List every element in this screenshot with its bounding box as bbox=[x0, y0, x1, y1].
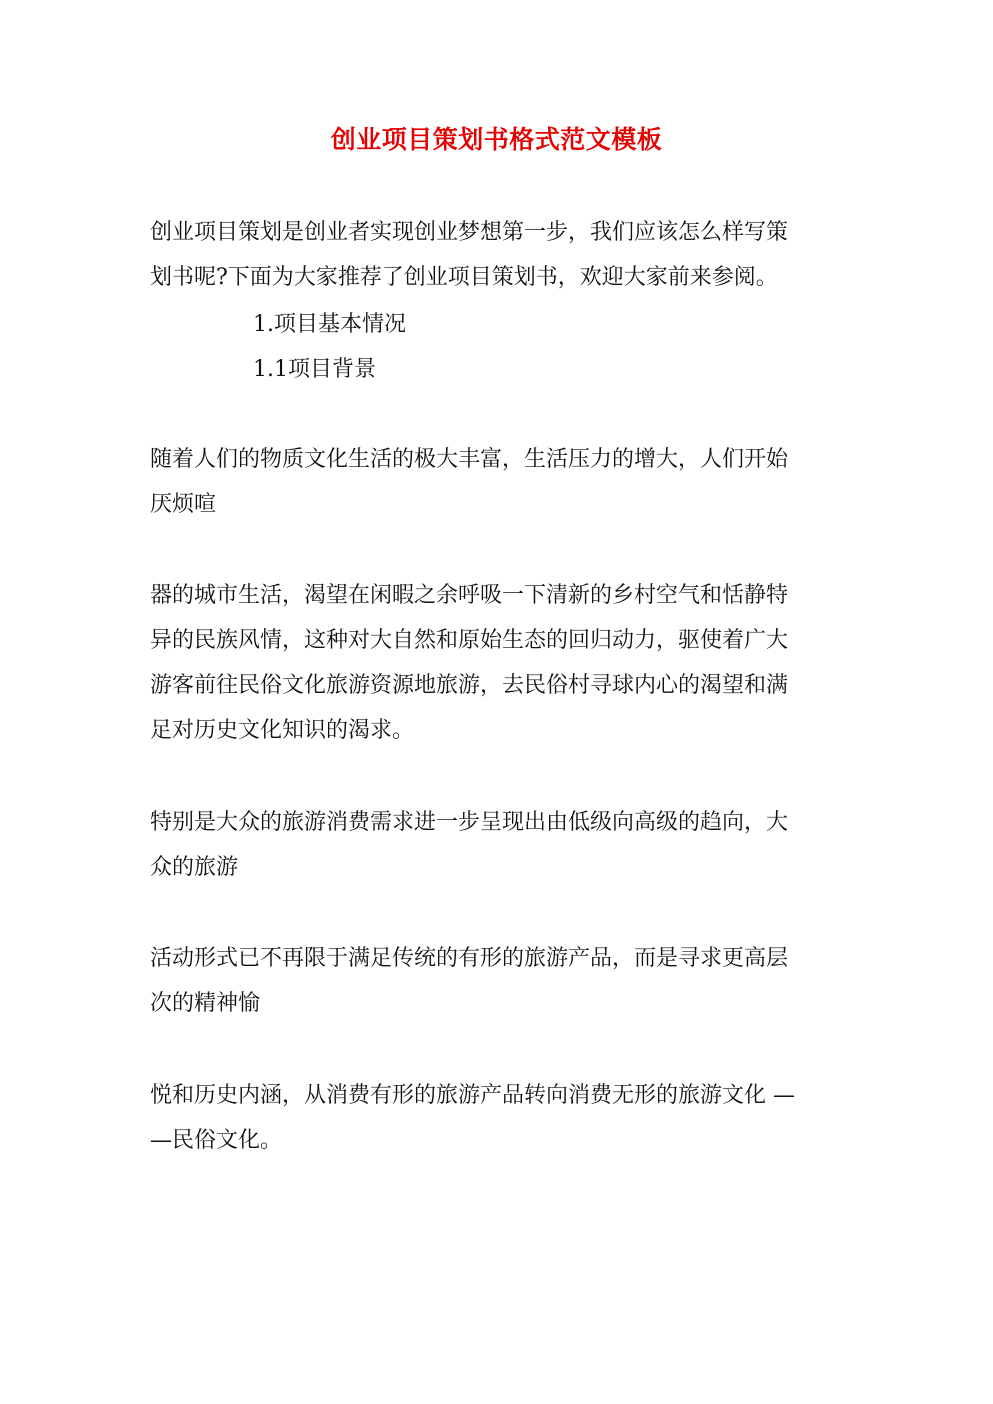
paragraph-5 bbox=[150, 1073, 830, 1163]
text-line: 足对历史文化知识的渴求。 bbox=[150, 718, 415, 743]
text-line: —民俗文化。 bbox=[150, 1128, 283, 1153]
intro-paragraph bbox=[150, 210, 830, 300]
section-heading-1-1: 1.1项目背景 bbox=[253, 357, 376, 382]
text-line: 特别是大众的旅游消费需求进一步呈现出由低级向高级的趋向，大 bbox=[150, 810, 789, 835]
text-line: 异的民族风情，这种对大自然和原始生态的回归动力，驱使着广大 bbox=[150, 628, 789, 653]
section-heading-1: 1.项目基本情况 bbox=[253, 312, 406, 337]
paragraph-1 bbox=[150, 437, 830, 527]
text-line: 厌烦喧 bbox=[150, 492, 217, 517]
text-line: 随着人们的物质文化生活的极大丰富，生活压力的增大，人们开始 bbox=[150, 447, 789, 472]
text-line: 创业项目策划是创业者实现创业梦想第一步，我们应该怎么样写策 bbox=[150, 220, 789, 245]
text-line: 器的城市生活，渴望在闲暇之余呼吸一下清新的乡村空气和恬静特 bbox=[150, 583, 789, 608]
text-line: 划书呢?下面为大家推荐了创业项目策划书，欢迎大家前来参阅。 bbox=[150, 265, 778, 290]
text-line: 活动形式已不再限于满足传统的有形的旅游产品，而是寻求更高层 bbox=[150, 946, 789, 971]
text-line: 游客前往民俗文化旅游资源地旅游，去民俗村寻球内心的渴望和满 bbox=[150, 673, 789, 698]
document-title: 创业项目策划书格式范文模板 bbox=[330, 125, 663, 154]
text-line: 悦和历史内涵，从消费有形的旅游产品转向消费无形的旅游文化 — bbox=[150, 1083, 795, 1108]
text-line: 众的旅游 bbox=[150, 855, 239, 880]
paragraph-4 bbox=[150, 936, 830, 1026]
paragraph-3 bbox=[150, 800, 830, 890]
paragraph-2 bbox=[150, 573, 830, 753]
text-line: 次的精神愉 bbox=[150, 991, 261, 1016]
